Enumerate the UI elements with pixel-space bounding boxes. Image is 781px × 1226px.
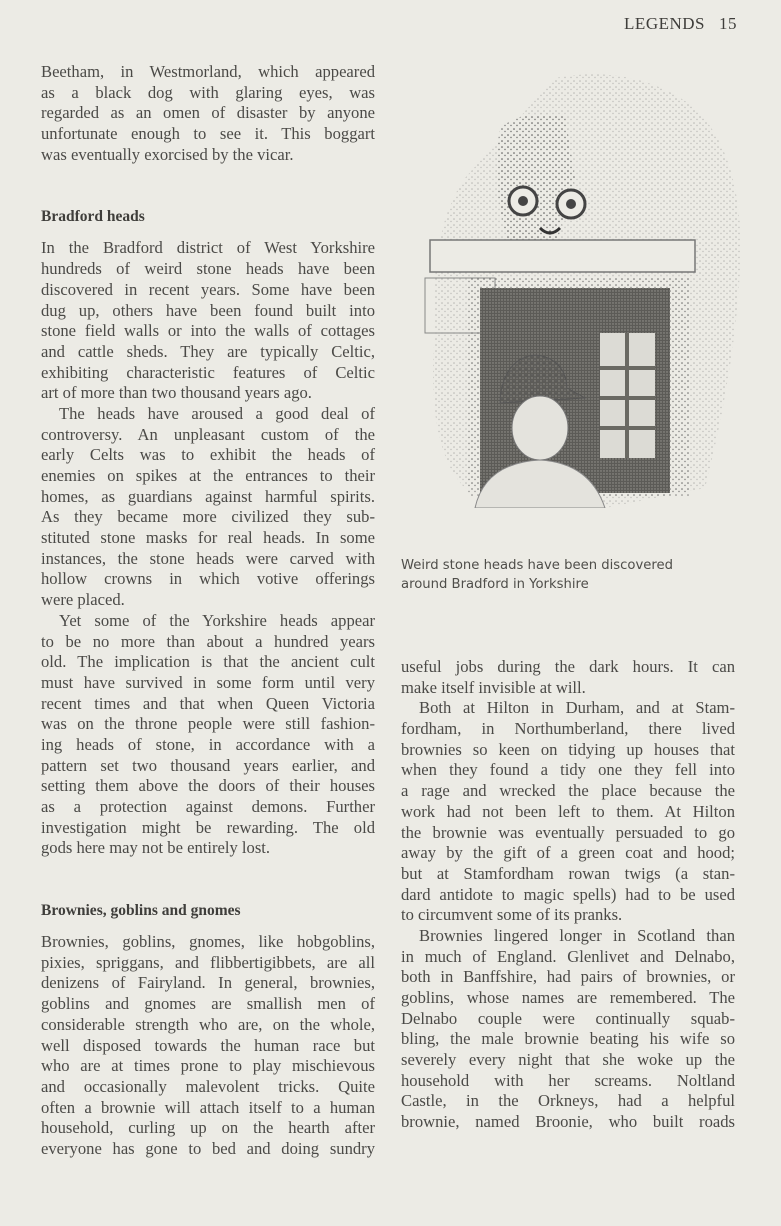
right-column: [401, 657, 735, 1133]
text-line: goblins and gnomes are smallish men of: [41, 994, 375, 1014]
text-line: Brownies lingered longer in Scotland than: [419, 925, 735, 945]
text-line: denizens of Fairyland. In general, brownies,: [41, 973, 375, 993]
text-line: The heads have aroused a good deal of: [59, 403, 375, 423]
text-line: everyone has gone to bed and doing sundry: [41, 1138, 375, 1158]
text-line: regarded as an omen of disaster by anyone: [41, 103, 375, 123]
text-line: were placed.: [41, 590, 125, 610]
text-line: when they found a tidy one they fell into: [401, 760, 735, 780]
paragraph: [41, 404, 375, 611]
text-line: Brownies, goblins, gnomes, like hobgoblins,: [41, 932, 375, 952]
text-line: setting them above the doors of their houses: [41, 776, 375, 796]
section-heading: Brownies, goblins and gnomes: [41, 902, 241, 920]
text-line: as a black dog with glaring eyes, was: [41, 82, 375, 102]
text-line: early Celts was to exhibit the heads of: [41, 445, 375, 465]
text-line: and cattle sheds. They are typically Celtic,: [41, 341, 375, 361]
text-line: the brownie was eventually persuaded to go: [401, 822, 735, 842]
text-line: both in Banffshire, had pairs of brownies, or: [401, 967, 735, 987]
text-line: useful jobs during the dark hours. It can: [401, 657, 735, 676]
text-line: controversy. An unpleasant custom of the: [41, 424, 375, 444]
text-line: ing heads of stone, in accordance with a: [41, 734, 375, 754]
running-head: [624, 14, 737, 34]
text-line: severely every night that she woke up the: [401, 1050, 735, 1070]
text-line: Beetham, in Westmorland, which appeared: [41, 62, 375, 81]
text-line: but at Stamfordham rowan twigs (a stan-: [401, 863, 735, 883]
illustration-caption: [401, 556, 673, 594]
paragraph: [41, 238, 375, 404]
section-title: LEGENDS: [624, 14, 705, 33]
text-line: dug up, others have been found built into: [41, 300, 375, 320]
text-line: considerable strength who are, on the whole,: [41, 1014, 375, 1034]
paragraph: [41, 611, 375, 859]
text-line: hollow crowns in which votive offerings: [41, 569, 375, 589]
text-line: a rage and wrecked the place because the: [401, 781, 735, 801]
text-line: exhibiting characteristic features of Celtic: [41, 362, 375, 382]
paragraph: [401, 926, 735, 1133]
paragraph: [41, 62, 375, 165]
text-line: household with her screams. Noltland: [401, 1070, 735, 1090]
text-line: often a brownie will attach itself to a human: [41, 1097, 375, 1117]
left-column: [41, 62, 375, 1160]
text-line: old. The implication is that the ancient cult: [41, 652, 375, 672]
caption-line: around Bradford in Yorkshire: [401, 577, 589, 592]
text-line: stituted stone masks for real heads. In some: [41, 528, 375, 548]
text-line: recent times and that when Queen Victoria: [41, 693, 375, 713]
text-line: Yet some of the Yorkshire heads appear: [59, 610, 375, 630]
section-heading: Bradford heads: [41, 208, 145, 226]
paragraph: [41, 932, 375, 1160]
text-line: dard antidote to magic spells) had to be used: [401, 884, 735, 904]
text-line: As they became more civilized they sub-: [41, 507, 375, 527]
text-line: Both at Hilton in Durham, and at Stam-: [419, 698, 735, 718]
text-line: to circumvent some of its pranks.: [401, 905, 623, 925]
paragraph: [401, 657, 735, 698]
text-line: to be no more than about a hundred years: [41, 631, 375, 651]
text-line: well disposed towards the human race but: [41, 1035, 375, 1055]
text-line: household, curling up on the hearth after: [41, 1118, 375, 1138]
text-line: was eventually exorcised by the vicar.: [41, 144, 294, 164]
text-line: Castle, in the Orkneys, had a helpful: [401, 1091, 735, 1111]
page-number: 15: [719, 14, 737, 33]
text-line: enemies on spikes at the entrances to their: [41, 466, 375, 485]
paragraph: [401, 698, 735, 926]
text-line: pattern set two thousand years earlier, and: [41, 755, 375, 775]
text-line: homes, as guardians against harmful spirits.: [41, 486, 375, 506]
text-line: and occasionally malevolent tricks. Quite: [41, 1076, 375, 1096]
text-line: discovered in recent years. Some have been: [41, 279, 375, 299]
text-line: in much of England. Glenlivet and Delnabo,: [401, 946, 735, 966]
text-line: who are at times prone to play mischievous: [41, 1056, 375, 1076]
text-line: Delnabo couple were continually squab-: [401, 1008, 735, 1028]
text-line: brownies so keen on tidying up houses that: [401, 739, 735, 759]
text-line: hundreds of weird stone heads have been: [41, 259, 375, 279]
text-line: was on the throne people were still fashion-: [41, 714, 375, 734]
caption-line: Weird stone heads have been discovered: [401, 558, 674, 573]
text-line: fordham, in Northumberland, there lived: [401, 719, 735, 739]
text-line: goblins, whose names are remembered. The: [401, 988, 735, 1007]
text-line: gods here may not be entirely lost.: [41, 838, 271, 858]
text-line: unfortunate enough to see it. This boggart: [41, 124, 375, 144]
text-line: brownie, named Broonie, who built roads: [401, 1112, 735, 1132]
text-line: In the Bradford district of West Yorkshire: [41, 238, 375, 258]
text-line: art of more than two thousand years ago.: [41, 383, 312, 403]
text-line: make itself invisible at will.: [401, 677, 586, 697]
text-line: bling, the male brownie beating his wife so: [401, 1029, 735, 1049]
text-line: away by the gift of a green coat and hood;: [401, 843, 735, 863]
text-line: investigation might be rewarding. The old: [41, 817, 375, 837]
text-line: work had not been left to them. At Hilton: [401, 801, 735, 821]
text-line: stone field walls or into the walls of cottages: [41, 321, 375, 341]
text-line: as a protection against demons. Further: [41, 797, 375, 816]
stone-head-illustration: [405, 68, 750, 508]
text-line: must have survived in some form until very: [41, 672, 375, 692]
text-line: pixies, spriggans, and flibbertigibbets, are all: [41, 952, 375, 972]
text-line: instances, the stone heads were carved with: [41, 548, 375, 568]
